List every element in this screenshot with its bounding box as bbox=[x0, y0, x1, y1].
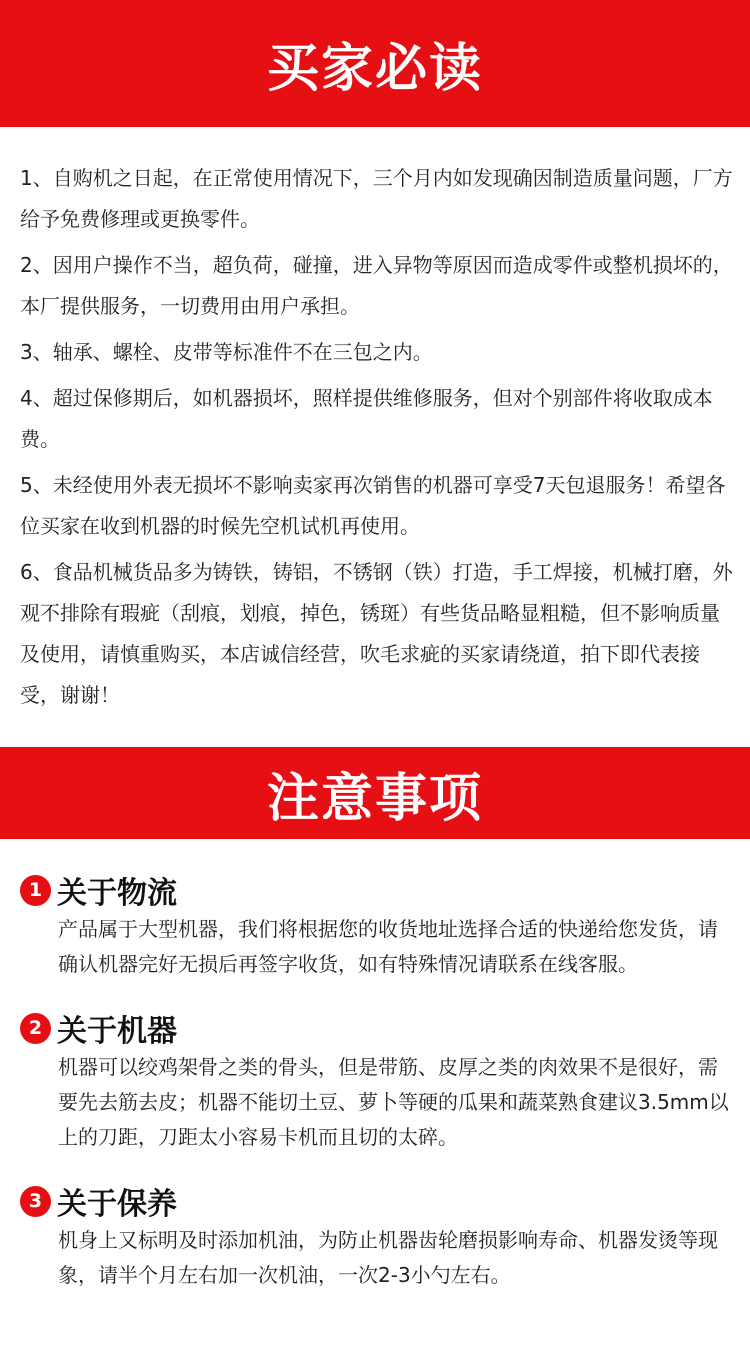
notice-body: 机身上又标明及时添加机油，为防止机器齿轮磨损影响寿命、机器发烫等现象，请半个月左右加一次机油，一次2-3小勺左右。 bbox=[58, 1228, 718, 1287]
notice-logistics bbox=[20, 868, 732, 982]
buyer-notice-banner bbox=[0, 0, 750, 127]
notice-title: 关于保养 bbox=[57, 1187, 177, 1222]
notice-maintenance bbox=[20, 1179, 732, 1293]
notice-header bbox=[20, 1006, 732, 1050]
rule-item: 2、因用户操作不当，超负荷，碰撞，进入异物等原因而造成零件或整机损坏的，本厂提供服务，一切费用由用户承担。 bbox=[20, 253, 733, 318]
notice-body: 机器可以绞鸡架骨之类的骨头，但是带筋、皮厚之类的肉效果不是很好，需要先去筋去皮；机器不能切土豆、萝卜等硬的瓜果和蔬菜熟食建议3.5mm以上的刀距，刀距太小容易卡机而且切的太碎。 bbox=[58, 1055, 729, 1149]
notice-title: 关于机器 bbox=[57, 1014, 177, 1049]
precautions-banner bbox=[0, 747, 750, 839]
precautions-list bbox=[20, 868, 732, 1317]
notice-title: 关于物流 bbox=[57, 876, 177, 911]
buyer-rules-list bbox=[20, 158, 735, 721]
rule-item: 3、轴承、螺栓、皮带等标准件不在三包之内。 bbox=[20, 340, 433, 364]
number-badge: 1 bbox=[20, 875, 51, 906]
rule-item: 1、自购机之日起，在正常使用情况下，三个月内如发现确因制造质量问题，厂方给予免费修理或更换零件。 bbox=[20, 166, 733, 231]
notice-header bbox=[20, 868, 732, 912]
notice-machine bbox=[20, 1006, 732, 1155]
number-badge: 2 bbox=[20, 1013, 51, 1044]
number-badge: 3 bbox=[20, 1186, 51, 1217]
rule-item: 5、未经使用外表无损坏不影响卖家再次销售的机器可享受7天包退服务！希望各位买家在收到机器的时候先空机试机再使用。 bbox=[20, 473, 726, 538]
rule-item: 4、超过保修期后，如机器损坏，照样提供维修服务，但对个别部件将收取成本费。 bbox=[20, 386, 713, 451]
notice-header bbox=[20, 1179, 732, 1223]
precautions-title: 注意事项 bbox=[266, 768, 483, 829]
buyer-notice-title: 买家必读 bbox=[266, 39, 483, 99]
rule-item: 6、食品机械货品多为铸铁，铸铝，不锈钢（铁）打造，手工焊接，机械打磨，外观不排除有瑕疵（刮痕，划痕，掉色，锈斑）有些货品略显粗糙，但不影响质量及使用，请慎重购买，本店诚信经营，吹毛求疵的买家请绕道，拍下即代表接受，谢谢！ bbox=[20, 560, 733, 707]
notice-body: 产品属于大型机器，我们将根据您的收货地址选择合适的快递给您发货，请确认机器完好无损后再签字收货，如有特殊情况请联系在线客服。 bbox=[58, 917, 718, 976]
